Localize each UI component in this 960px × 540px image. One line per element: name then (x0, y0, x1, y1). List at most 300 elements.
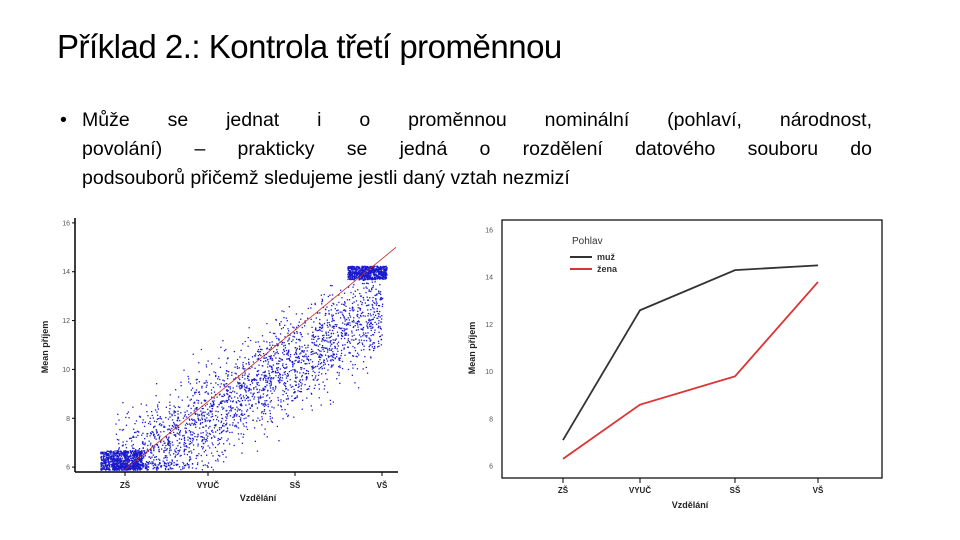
scatter-point (332, 294, 333, 295)
scatter-point (327, 325, 328, 326)
scatter-point (237, 410, 238, 411)
scatter-point (168, 463, 169, 464)
scatter-point (351, 339, 352, 340)
scatter-point (148, 423, 149, 424)
scatter-point (357, 324, 358, 325)
scatter-point (259, 354, 260, 355)
scatter-point (112, 451, 113, 452)
scatter-point (253, 420, 254, 421)
scatter-point (195, 408, 196, 409)
scatter-point (219, 433, 220, 434)
scatter-point (308, 388, 309, 389)
scatter-point (124, 453, 125, 454)
scatter-point (308, 371, 309, 372)
scatter-point (215, 372, 216, 373)
scatter-point (230, 405, 231, 406)
scatter-point (187, 396, 188, 397)
scatter-point (300, 319, 301, 320)
scatter-point (214, 391, 215, 392)
scatter-point (373, 308, 374, 309)
scatter-point (286, 318, 287, 319)
scatter-point (334, 348, 335, 349)
scatter-point (319, 372, 320, 373)
scatter-point (361, 328, 362, 329)
scatter-x-axis-label: Vzdělání (239, 493, 277, 503)
scatter-point (279, 380, 280, 381)
scatter-point (280, 368, 281, 369)
scatter-point (301, 367, 302, 368)
scatter-point (378, 291, 379, 292)
scatter-point (372, 327, 373, 328)
scatter-point (342, 361, 343, 362)
scatter-point (230, 407, 231, 408)
scatter-point (172, 460, 173, 461)
scatter-point (264, 358, 265, 359)
scatter-point (262, 396, 263, 397)
scatter-point (283, 345, 284, 346)
scatter-point (126, 447, 127, 448)
scatter-point (219, 429, 220, 430)
scatter-point (287, 373, 288, 374)
scatter-point (344, 302, 345, 303)
scatter-point (123, 429, 124, 430)
scatter-point (328, 334, 329, 335)
scatter-point (294, 360, 295, 361)
scatter-point (376, 311, 377, 312)
scatter-point (231, 375, 232, 376)
scatter-point (325, 355, 326, 356)
scatter-point (172, 425, 173, 426)
scatter-point (311, 304, 312, 305)
scatter-point (329, 324, 330, 325)
scatter-point (292, 386, 293, 387)
scatter-point (380, 294, 381, 295)
scatter-point (327, 392, 328, 393)
scatter-point (312, 353, 313, 354)
scatter-point (281, 328, 282, 329)
scatter-point (239, 416, 240, 417)
scatter-point (109, 464, 110, 465)
scatter-point (217, 384, 218, 385)
scatter-point (251, 405, 252, 406)
scatter-point (146, 405, 147, 406)
scatter-point (213, 435, 214, 436)
scatter-point (341, 304, 342, 305)
scatter-point (282, 394, 283, 395)
scatter-point (152, 461, 153, 462)
line-chart (455, 218, 885, 518)
scatter-point (156, 429, 157, 430)
scatter-point (211, 467, 212, 468)
scatter-point (306, 397, 307, 398)
scatter-point (137, 453, 138, 454)
scatter-point (192, 440, 193, 441)
scatter-point (268, 406, 269, 407)
scatter-point (125, 455, 126, 456)
scatter-point (190, 432, 191, 433)
scatter-point (344, 317, 345, 318)
scatter-point (188, 414, 189, 415)
scatter-point (191, 389, 192, 390)
scatter-point (198, 453, 199, 454)
scatter-point (243, 434, 244, 435)
scatter-point (330, 285, 331, 286)
scatter-point (318, 361, 319, 362)
scatter-point (264, 409, 265, 410)
scatter-point (270, 416, 271, 417)
scatter-point (197, 455, 198, 456)
scatter-point (277, 351, 278, 352)
scatter-point (201, 441, 202, 442)
scatter-point (230, 415, 231, 416)
scatter-point (369, 324, 370, 325)
scatter-point (294, 381, 295, 382)
scatter-point (197, 418, 198, 419)
scatter-point (158, 449, 159, 450)
scatter-point (114, 450, 115, 451)
line-y-ticks (485, 228, 493, 471)
scatter-point (279, 361, 280, 362)
scatter-point (350, 271, 351, 272)
scatter-point (117, 453, 118, 454)
scatter-point (234, 425, 235, 426)
scatter-point (381, 334, 382, 335)
scatter-point (361, 295, 362, 296)
scatter-point (325, 315, 326, 316)
scatter-point (328, 357, 329, 358)
scatter-point (236, 385, 237, 386)
scatter-point (234, 391, 235, 392)
scatter-point (301, 385, 302, 386)
scatter-point (324, 368, 325, 369)
scatter-point (373, 285, 374, 286)
scatter-point (258, 365, 259, 366)
scatter-point (169, 405, 170, 406)
scatter-point (322, 381, 323, 382)
scatter-point (320, 357, 321, 358)
scatter-point (341, 297, 342, 298)
scatter-point (348, 317, 349, 318)
scatter-point (117, 414, 118, 415)
scatter-point (117, 458, 118, 459)
scatter-point (122, 445, 123, 446)
scatter-point (150, 443, 151, 444)
scatter-point (217, 397, 218, 398)
scatter-point (189, 459, 190, 460)
scatter-point (276, 367, 277, 368)
scatter-point (254, 355, 255, 356)
scatter-point (170, 394, 171, 395)
scatter-point (359, 339, 360, 340)
scatter-point (365, 315, 366, 316)
scatter-point (196, 407, 197, 408)
scatter-point (207, 436, 208, 437)
scatter-point (233, 416, 234, 417)
scatter-point (363, 299, 364, 300)
scatter-point (326, 333, 327, 334)
scatter-point (201, 417, 202, 418)
scatter-point (225, 420, 226, 421)
scatter-point (118, 450, 119, 451)
scatter-point (290, 356, 291, 357)
scatter-point (154, 457, 155, 458)
scatter-point (363, 267, 364, 268)
line-y-tick-label: 8 (489, 416, 493, 424)
scatter-point (288, 358, 289, 359)
scatter-point (334, 357, 335, 358)
scatter-point (165, 445, 166, 446)
scatter-point (194, 436, 195, 437)
scatter-point (183, 451, 184, 452)
scatter-point (302, 356, 303, 357)
scatter-point (169, 452, 170, 453)
scatter-point (132, 456, 133, 457)
scatter-point (291, 341, 292, 342)
scatter-point (171, 415, 172, 416)
scatter-point (259, 389, 260, 390)
scatter-point (340, 355, 341, 356)
scatter-point (207, 392, 208, 393)
scatter-point (365, 333, 366, 334)
scatter-point (322, 338, 323, 339)
scatter-point (365, 286, 366, 287)
scatter-point (192, 420, 193, 421)
scatter-point (235, 363, 236, 364)
scatter-point (127, 413, 128, 414)
scatter-point (174, 434, 175, 435)
scatter-point (247, 409, 248, 410)
scatter-point (307, 350, 308, 351)
scatter-point (382, 277, 383, 278)
scatter-point (193, 402, 194, 403)
scatter-point (125, 450, 126, 451)
scatter-point (310, 307, 311, 308)
scatter-point (320, 354, 321, 355)
scatter-point (290, 370, 291, 371)
line-y-tick-label: 14 (485, 274, 493, 282)
scatter-point (311, 354, 312, 355)
scatter-point (137, 435, 138, 436)
scatter-point (344, 344, 345, 345)
scatter-point (283, 327, 284, 328)
scatter-point (332, 351, 333, 352)
scatter-point (100, 463, 101, 464)
scatter-point (154, 437, 155, 438)
scatter-point (239, 388, 240, 389)
scatter-point (236, 414, 237, 415)
scatter-point (288, 339, 289, 340)
scatter-point (295, 342, 296, 343)
scatter-point (243, 383, 244, 384)
scatter-point (211, 437, 212, 438)
scatter-point (103, 451, 104, 452)
scatter-point (271, 385, 272, 386)
scatter-point (221, 414, 222, 415)
scatter-point (212, 413, 213, 414)
scatter-point (315, 377, 316, 378)
scatter-point (237, 397, 238, 398)
scatter-point (255, 386, 256, 387)
scatter-point (362, 312, 363, 313)
scatter-point (316, 317, 317, 318)
scatter-point (335, 347, 336, 348)
scatter-point (211, 405, 212, 406)
scatter-point (346, 332, 347, 333)
scatter-point (382, 273, 383, 274)
scatter-point (362, 329, 363, 330)
scatter-point (349, 341, 350, 342)
scatter-point (119, 459, 120, 460)
scatter-point (236, 415, 237, 416)
scatter-point (101, 458, 102, 459)
scatter-point (275, 357, 276, 358)
scatter-point (338, 366, 339, 367)
scatter-point (294, 332, 295, 333)
scatter-point (353, 327, 354, 328)
scatter-point (172, 468, 173, 469)
scatter-y-tick-label: 8 (66, 415, 70, 423)
scatter-point (141, 434, 142, 435)
scatter-point (320, 351, 321, 352)
scatter-point (333, 401, 334, 402)
scatter-point (381, 339, 382, 340)
scatter-point (357, 275, 358, 276)
scatter-point (319, 344, 320, 345)
scatter-point (178, 452, 179, 453)
scatter-point (246, 363, 247, 364)
scatter-point (241, 410, 242, 411)
scatter-point (188, 451, 189, 452)
scatter-point (249, 400, 250, 401)
scatter-point (336, 324, 337, 325)
scatter-point (201, 414, 202, 415)
scatter-point (278, 404, 279, 405)
scatter-point (380, 328, 381, 329)
scatter-point (226, 440, 227, 441)
scatter-point (261, 411, 262, 412)
scatter-point (115, 467, 116, 468)
scatter-point (373, 311, 374, 312)
scatter-point (350, 266, 351, 267)
scatter-point (353, 340, 354, 341)
scatter-point (344, 332, 345, 333)
scatter-point (258, 349, 259, 350)
scatter-point (257, 450, 258, 451)
scatter-point (221, 383, 222, 384)
scatter-point (284, 409, 285, 410)
scatter-point (287, 404, 288, 405)
scatter-point (338, 375, 339, 376)
scatter-point (249, 390, 250, 391)
scatter-point (186, 428, 187, 429)
scatter-point (183, 463, 184, 464)
scatter-point (128, 456, 129, 457)
scatter-point (180, 469, 181, 470)
scatter-point (217, 451, 218, 452)
scatter-point (313, 379, 314, 380)
scatter-point (221, 406, 222, 407)
scatter-point (178, 429, 179, 430)
scatter-point (157, 404, 158, 405)
scatter-point (215, 447, 216, 448)
scatter-point (265, 386, 266, 387)
scatter-point (163, 431, 164, 432)
scatter-point (380, 291, 381, 292)
scatter-point (319, 319, 320, 320)
scatter-point (186, 416, 187, 417)
scatter-point (142, 458, 143, 459)
scatter-point (323, 339, 324, 340)
scatter-point (169, 450, 170, 451)
scatter-point (239, 401, 240, 402)
scatter-point (141, 465, 142, 466)
scatter-point (282, 390, 283, 391)
scatter-point (221, 396, 222, 397)
scatter-point (238, 433, 239, 434)
scatter-point (267, 359, 268, 360)
scatter-point (273, 333, 274, 334)
scatter-point (274, 353, 275, 354)
scatter-point (245, 372, 246, 373)
scatter-point (286, 350, 287, 351)
line-x-tick-label: VYUČ (628, 486, 652, 495)
scatter-point (132, 466, 133, 467)
scatter-point (363, 332, 364, 333)
scatter-point (338, 345, 339, 346)
scatter-point (182, 400, 183, 401)
scatter-point (203, 412, 204, 413)
scatter-point (339, 327, 340, 328)
scatter-point (156, 411, 157, 412)
scatter-point (357, 316, 358, 317)
scatter-point (124, 457, 125, 458)
scatter-point (278, 363, 279, 364)
scatter-point (260, 355, 261, 356)
scatter-point (168, 418, 169, 419)
scatter-point (157, 406, 158, 407)
scatter-point (308, 356, 309, 357)
scatter-point (178, 427, 179, 428)
scatter-point (139, 464, 140, 465)
scatter-point (331, 305, 332, 306)
scatter-point (316, 330, 317, 331)
scatter-point (340, 290, 341, 291)
scatter-point (207, 420, 208, 421)
scatter-point (368, 313, 369, 314)
scatter-point (167, 442, 168, 443)
scatter-point (289, 358, 290, 359)
scatter-point (114, 467, 115, 468)
scatter-point (302, 350, 303, 351)
scatter-point (118, 419, 119, 420)
scatter-point (381, 344, 382, 345)
scatter-point (184, 465, 185, 466)
scatter-point (257, 407, 258, 408)
scatter-point (378, 266, 379, 267)
scatter-point (188, 447, 189, 448)
scatter-point (241, 405, 242, 406)
scatter-point (279, 325, 280, 326)
scatter-point (258, 358, 259, 359)
scatter-point (175, 434, 176, 435)
scatter-point (170, 443, 171, 444)
scatter-point (349, 315, 350, 316)
scatter-point (193, 419, 194, 420)
scatter-point (205, 421, 206, 422)
scatter-point (319, 327, 320, 328)
scatter-point (176, 464, 177, 465)
scatter-point (231, 410, 232, 411)
